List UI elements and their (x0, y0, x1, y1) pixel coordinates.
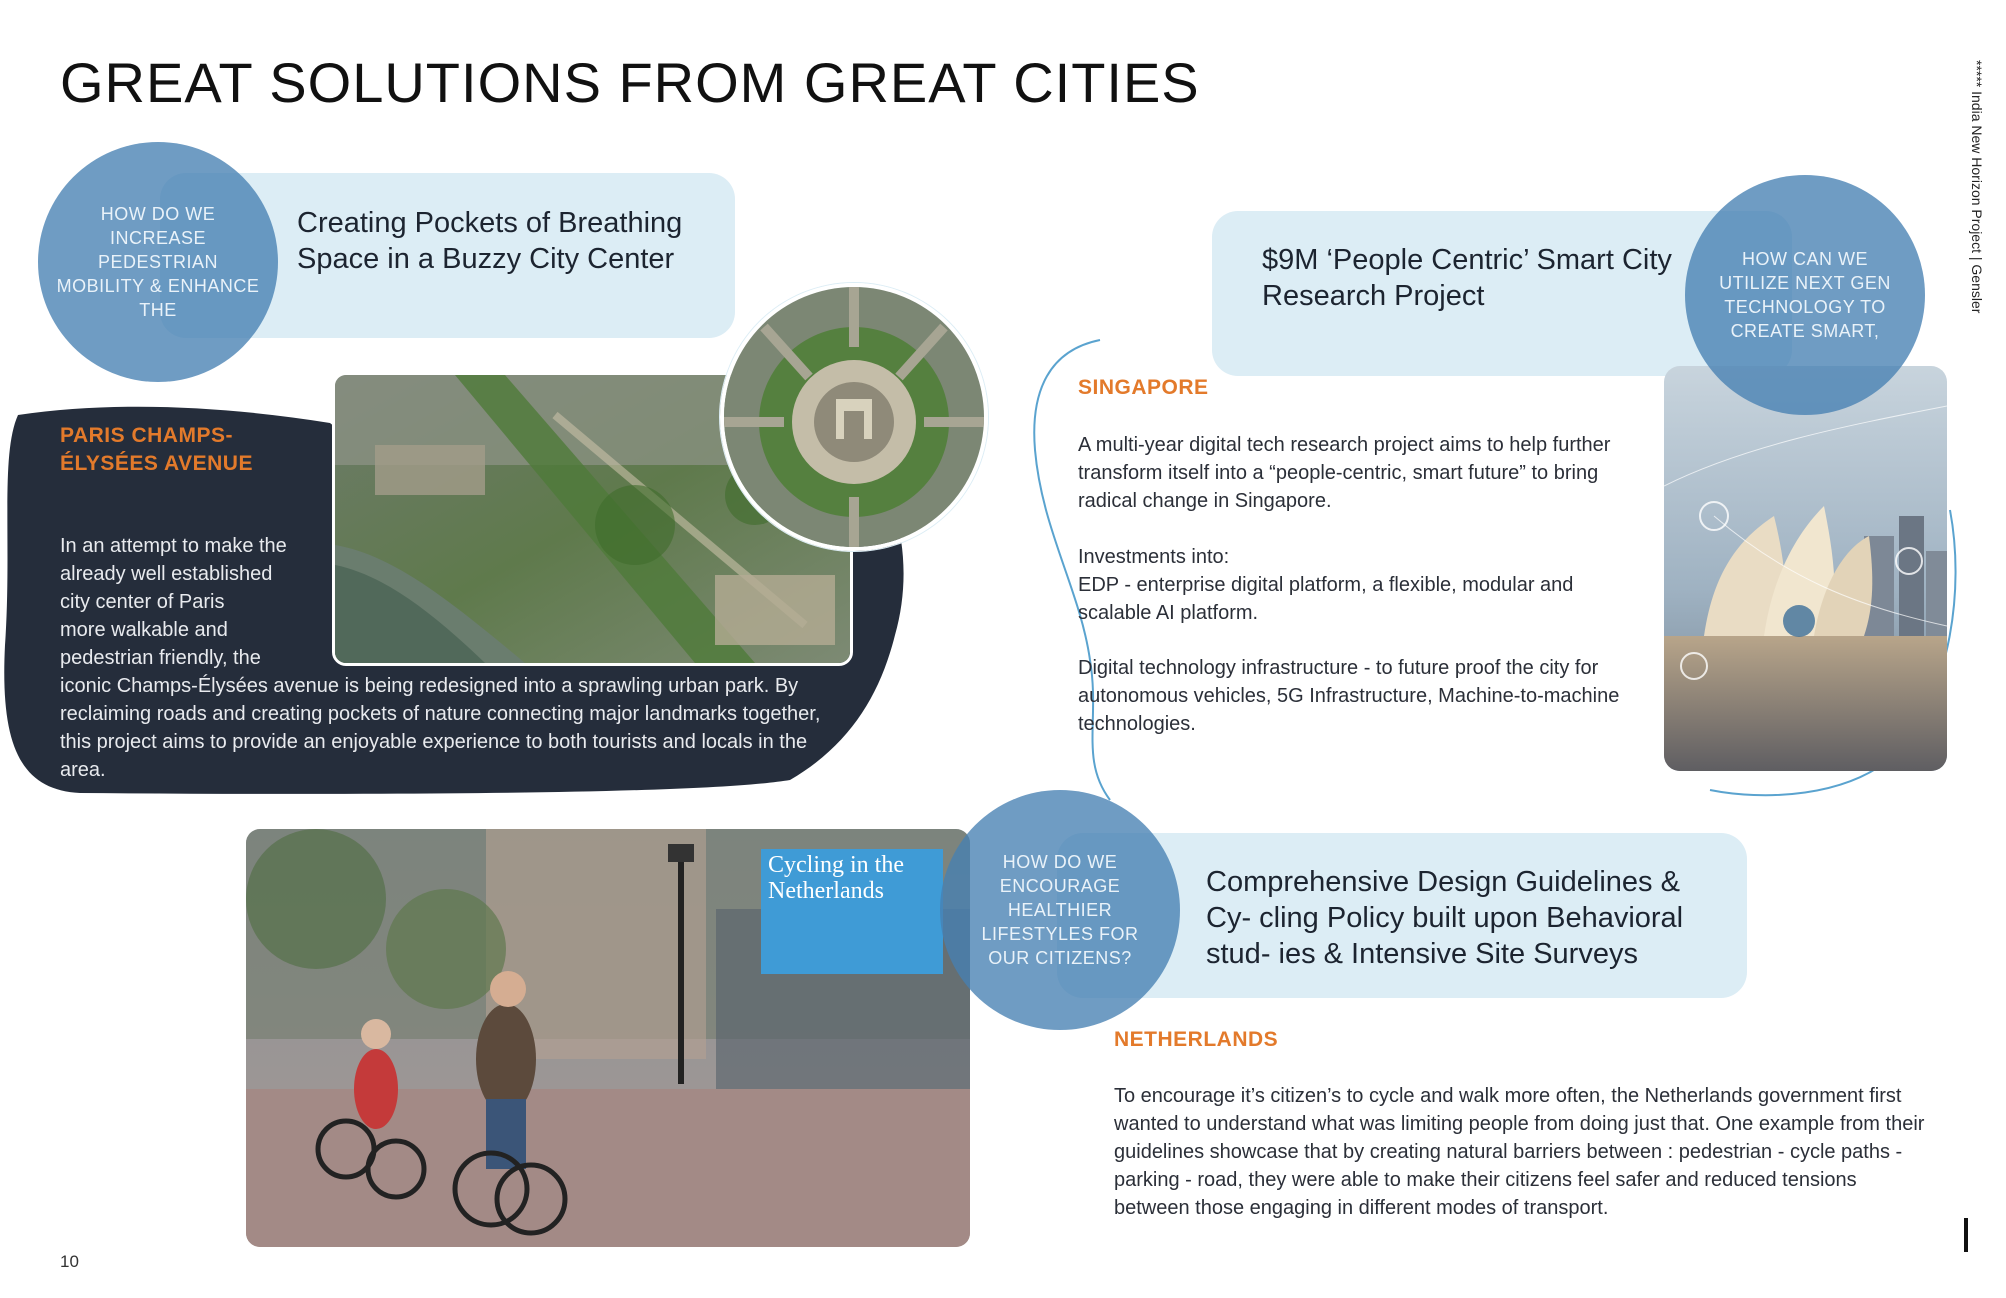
arc-aerial-illustration (724, 287, 984, 547)
netherlands-photo-sign-title: Cycling in the Netherlands (768, 852, 904, 904)
singapore-question: HOW CAN WE UTILIZE NEXT GEN TECHNOLOGY TO CREATE SMART, (1719, 249, 1891, 341)
paris-body-line: more walkable and (60, 619, 228, 641)
singapore-skyline-illustration (1664, 366, 1947, 771)
paris-body-line: In an attempt to make the (60, 535, 287, 557)
page-number: 10 (60, 1252, 79, 1271)
singapore-city-heading: SINGAPORE (1078, 376, 1209, 399)
paris-body-line: already well established (60, 563, 273, 585)
arc-de-triomphe-photo (720, 283, 988, 551)
singapore-photo (1664, 366, 1947, 771)
singapore-question-bubble (1685, 175, 1925, 415)
netherlands-city-heading: NETHERLANDS (1114, 1028, 1279, 1051)
netherlands-question-bubble (940, 790, 1180, 1030)
singapore-paragraph-1: A multi-year digital tech research project aims to help further transform itself into a “people-centric, smart future” to bring radical change in Singapore. (1078, 434, 1611, 512)
paris-question: HOW DO WE INCREASE PEDESTRIAN MOBILITY & ENHANCE THE (56, 204, 260, 320)
paris-city-heading: PARIS CHAMPS-ÉLYSÉES AVENUE (60, 424, 253, 475)
paris-body-line: city center of Paris (60, 591, 225, 613)
paris-body-narrow (60, 532, 330, 672)
end-mark-bar (1964, 1218, 1968, 1252)
paris-body-wide: iconic Champs-Élysées avenue is being redesigned into a sprawling urban park. By reclaiming roads and creating pockets of nature connecting major landmarks together, this project aims to provide an enjoyable experience to both tourists and locals in the area. (60, 675, 821, 781)
singapore-paragraph-2-title: Investments into: (1078, 546, 1230, 568)
paris-body-line: pedestrian friendly, the (60, 647, 261, 669)
paris-headline: Creating Pockets of Breathing Space in a Buzzy City Center (297, 207, 683, 275)
page-title: GREAT SOLUTIONS FROM GREAT CITIES (60, 51, 1200, 114)
singapore-paragraph-2-body: EDP - enterprise digital platform, a flexible, modular and scalable AI platform. (1078, 574, 1574, 624)
singapore-headline: $9M ‘People Centric’ Smart City Research Project (1262, 244, 1672, 312)
netherlands-headline: Comprehensive Design Guidelines & Cy- cling Policy built upon Behavioral stud- ies & Intensive Site Surveys (1206, 866, 1684, 970)
singapore-paragraph-3: Digital technology infrastructure - to future proof the city for autonomous vehicles, 5G Infrastructure, Machine-to-machine technologies. (1078, 657, 1620, 735)
paris-question-bubble (38, 142, 278, 382)
netherlands-question: HOW DO WE ENCOURAGE HEALTHIER LIFESTYLES FOR OUR CITIZENS? (981, 852, 1139, 968)
netherlands-body: To encourage it’s citizen’s to cycle and walk more often, the Netherlands government first wanted to understand what was limiting people from doing just that. One example from their guidelines showcase that by creating natural barriers between : pedestrian - cycle paths - parking - road, they were able to make their citizens feel safer and reduced tensions between those engaging in different modes of transport. (1114, 1085, 1925, 1219)
side-label: ***** India New Horizon Project | Gensler (1969, 60, 1985, 314)
